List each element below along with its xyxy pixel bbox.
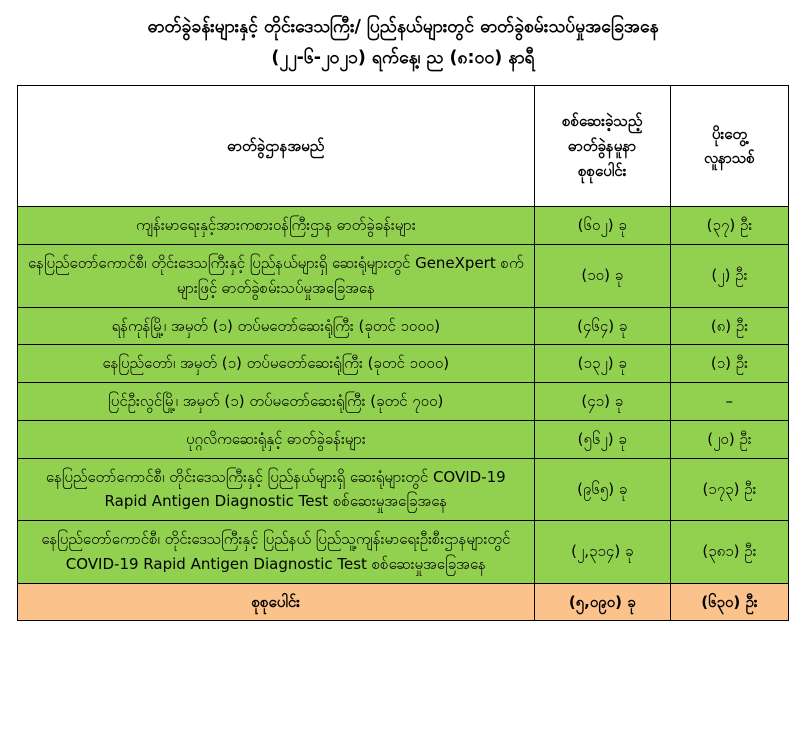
table-row <box>18 521 789 584</box>
total-tested-count: (၅,၀၉၀) ခု <box>534 583 670 621</box>
table-total-row <box>18 583 789 621</box>
header-tested-line1: စစ်ဆေးခဲ့သည့် <box>562 112 643 131</box>
table-row <box>18 307 789 345</box>
row-lab-name: ပြင်ဦးလွင်မြို့၊ အမှတ် (၁) တပ်မတော်ဆေးရုံကြီး (ခုတင် ၇၀၀) <box>18 383 535 421</box>
row-lab-name: နေပြည်တော်ကောင်စီ၊ တိုင်းဒေသကြီးနှင့် ပြည်နယ် ပြည်သူ့ကျန်းမာရေးဦးစီးဌာနများတွင် COVID-19 Rapid Antigen Diagnostic Test စစ်ဆေးမှုအခြေအနေ <box>18 521 535 584</box>
row-lab-name: ကျန်းမာရေးနှင့်အားကစားဝန်ကြီးဌာန ဓာတ်ခွဲခန်းများ <box>18 207 535 245</box>
header-positive-line1: ပိုးတွေ့ <box>711 124 747 143</box>
table-row <box>18 420 789 458</box>
table-row <box>18 245 789 308</box>
total-positive-count: (၆၃၀) ဦး <box>670 583 788 621</box>
table-row <box>18 383 789 421</box>
row-tested-count: (၂,၃၁၄) ခု <box>534 521 670 584</box>
table-body <box>18 207 789 621</box>
row-positive-count: (၂၀) ဦး <box>670 420 788 458</box>
row-tested-count: (၄၁) ခု <box>534 383 670 421</box>
total-label: စုစုပေါင်း <box>18 583 535 621</box>
row-positive-count: (၂) ဦး <box>670 245 788 308</box>
title-line-2: (၂၂-၆-၂၀၂၁) ရက်နေ့၊ ည (၈:၀၀) နာရီ <box>271 47 535 68</box>
row-positive-count: (၃၇) ဦး <box>670 207 788 245</box>
row-tested-count: (၆၀၂) ခု <box>534 207 670 245</box>
table-header <box>18 86 789 207</box>
row-tested-count: (၉၆၅) ခု <box>534 458 670 521</box>
row-tested-count: (၁၀) ခု <box>534 245 670 308</box>
table-row <box>18 207 789 245</box>
table-header-row <box>18 86 789 207</box>
row-lab-name: နေပြည်တော်ကောင်စီ၊ တိုင်းဒေသကြီးနှင့် ပြည်နယ်များရှိ ဆေးရုံများတွင် COVID-19 Rapid Antigen Diagnostic Test စစ်ဆေးမှုအခြေအနေ <box>18 458 535 521</box>
page-title <box>0 0 806 79</box>
header-lab-name: ဓာတ်ခွဲဌာနအမည် <box>18 86 535 207</box>
header-tested-line2: ဓာတ်ခွဲနမူနာ <box>568 136 637 155</box>
row-lab-name: ရန်ကုန်မြို့၊ အမှတ် (၁) တပ်မတော်ဆေးရုံကြီး (ခုတင် ၁၀၀၀) <box>18 307 535 345</box>
row-tested-count: (၄၆၄) ခု <box>534 307 670 345</box>
row-lab-name: နေပြည်တော်၊ အမှတ် (၁) တပ်မတော်ဆေးရုံကြီး (ခုတင် ၁၀၀၀) <box>18 345 535 383</box>
row-lab-name: ပုဂ္ဂလိကဆေးရုံနှင့် ဓာတ်ခွဲခန်းများ <box>18 420 535 458</box>
row-positive-count: (၈) ဦး <box>670 307 788 345</box>
header-positive-new <box>670 86 788 207</box>
header-positive-line2: လူနာသစ် <box>703 149 755 168</box>
row-tested-count: (၅၆၂) ခု <box>534 420 670 458</box>
row-lab-name: နေပြည်တော်ကောင်စီ၊ တိုင်းဒေသကြီးနှင့် ပြည်နယ်များရှိ ဆေးရုံများတွင် GeneXpert စက်များဖြင့် ဓာတ်ခွဲစမ်းသပ်မှုအခြေအနေ <box>18 245 535 308</box>
table-row <box>18 345 789 383</box>
row-positive-count: (၁၇၃) ဦး <box>670 458 788 521</box>
row-positive-count: (၃၈၁) ဦး <box>670 521 788 584</box>
title-line-1: ဓာတ်ခွဲခန်းများနှင့် တိုင်းဒေသကြီး/ ပြည်နယ်များတွင် ဓာတ်ခွဲစမ်းသပ်မှုအခြေအနေ <box>147 17 659 37</box>
row-positive-count: (၁) ဦး <box>670 345 788 383</box>
table-row <box>18 458 789 521</box>
row-positive-count: – <box>670 383 788 421</box>
header-tested-line3: စုစုပေါင်း <box>578 161 627 180</box>
header-tested-total <box>534 86 670 207</box>
row-tested-count: (၁၃၂) ခု <box>534 345 670 383</box>
lab-testing-table <box>17 85 789 621</box>
